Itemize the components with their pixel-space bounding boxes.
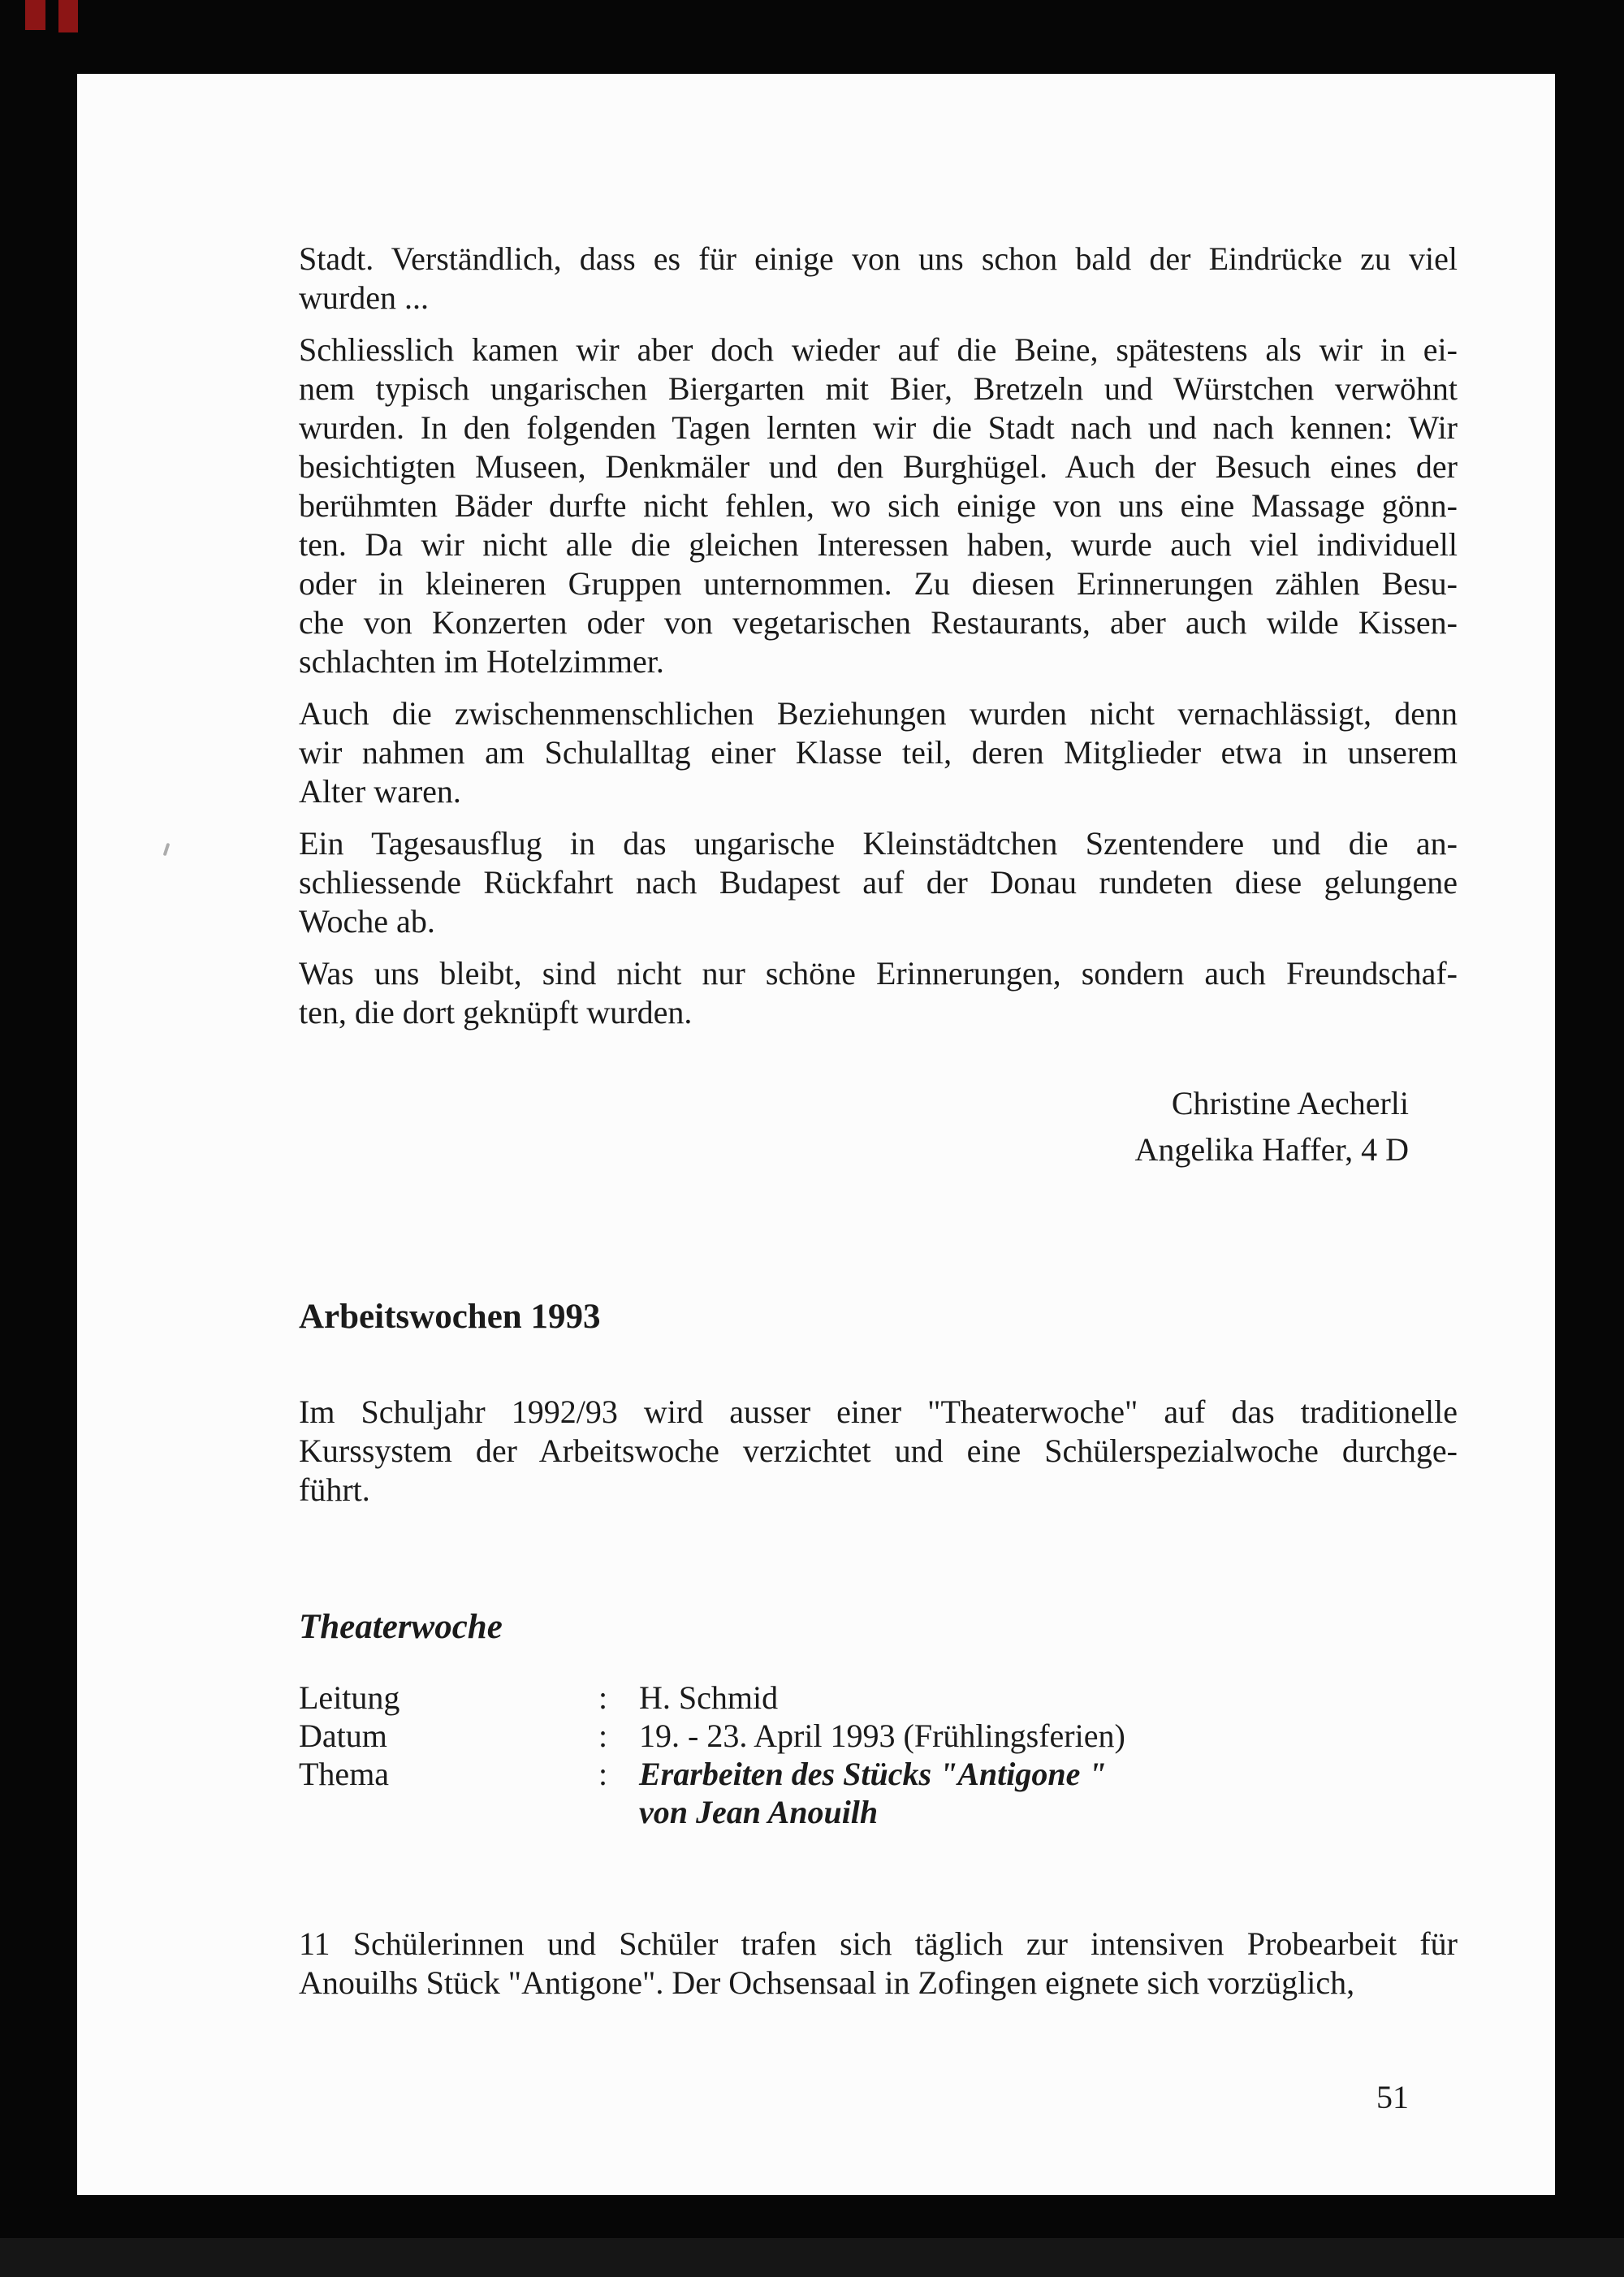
fact-row-thema [299,1755,1458,1793]
red-corner-mark [58,0,78,32]
scanner-bed-band [0,2238,1624,2277]
text-line: ten. Da wir nicht alle die gleichen Interessen haben, wurde auch viel individuell [299,526,1458,563]
text-line: Stadt. Verständlich, dass es für einige von uns schon bald der Eindrücke zu viel [299,240,1458,277]
text-line: wir nahmen am Schulalltag einer Klasse teil, deren Mitglieder etwa in unserem [299,734,1458,771]
fact-colon: : [598,1717,608,1754]
text-line: nem typisch ungarischen Biergarten mit Bier, Bretzeln und Würstchen verwöhnt [299,370,1458,407]
document-page [77,74,1555,2195]
text-line: wurden. In den folgenden Tagen lernten wir die Stadt nach und nach kennen: Wir [299,409,1458,446]
text-line: Was uns bleibt, sind nicht nur schöne Erinnerungen, sondern auch Freundschaf- [299,955,1458,992]
text-line: Auch die zwischenmenschlichen Beziehungen wurden nicht vernachlässigt, denn [299,695,1458,732]
text-line: Angelika Haffer, 4 D [1134,1131,1409,1168]
fact-label: Datum [299,1717,387,1754]
subsection-heading-theaterwoche: Theaterwoche [299,1608,503,1646]
fact-label: Thema [299,1756,390,1792]
text-line: Anouilhs Stück "Antigone". Der Ochsensaal in Zofingen eignete sich vorzüglich, [299,1964,1355,2001]
author-signature [299,1080,1409,1173]
text-line: Im Schuljahr 1992/93 wird ausser einer "Theaterwoche" auf das traditionelle [299,1393,1458,1430]
text-line: Christine Aecherli [1171,1085,1409,1121]
text-line: Woche ab. [299,903,435,940]
fact-row-datum [299,1717,1458,1755]
text-line: Kurssystem der Arbeitswoche verzichtet und eine Schülerspezialwoche durchge- [299,1432,1458,1469]
text-line: oder in kleineren Gruppen unternommen. Zu diesen Erinnerungen zählen Besu- [299,565,1458,602]
fact-colon: : [598,1756,608,1792]
text-line: Alter waren. [299,773,461,810]
fact-label [299,1793,598,1831]
fact-value: Erarbeiten des Stücks "Antigone " [639,1756,1107,1792]
text-line: wurden ... [299,279,429,316]
fact-row-thema-continued [299,1793,1458,1831]
paragraph-beziehungen [299,694,1458,811]
text-line: ten, die dort geknüpft wurden. [299,994,693,1030]
section-heading-arbeitswochen: Arbeitswochen 1993 [299,1298,601,1336]
text-line: besichtigten Museen, Denkmäler und den Burghügel. Auch der Besuch eines der [299,448,1458,485]
text-line: führt. [299,1471,370,1508]
fact-value: von Jean Anouilh [639,1794,879,1830]
fact-table [299,1679,1458,1831]
text-line: Ein Tagesausflug in das ungarische Kleinstädtchen Szentendere und die an- [299,825,1458,862]
text-line: 11 Schülerinnen und Schüler trafen sich täglich zur intensiven Probearbeit für [299,1925,1458,1962]
fact-row-leitung [299,1679,1458,1717]
scan-speck-artifact [163,843,171,856]
red-corner-mark [25,0,45,30]
paragraph-schuljahr-intro [299,1393,1458,1510]
fact-value: 19. - 23. April 1993 (Frühlingsferien) [639,1717,1125,1754]
page-number: 51 [1376,2079,1409,2115]
fact-label: Leitung [299,1679,400,1716]
text-line: Schliesslich kamen wir aber doch wieder auf die Beine, spätestens als wir in ei- [299,331,1458,368]
paragraph-schliesslich [299,331,1458,681]
paragraph-stadt [299,240,1458,318]
text-line: berühmten Bäder durfte nicht fehlen, wo sich einige von uns eine Massage gönn- [299,487,1458,524]
text-line: schlachten im Hotelzimmer. [299,643,664,680]
paragraph-tagesausflug [299,824,1458,941]
fact-value: H. Schmid [639,1679,779,1716]
paragraph-schuelerinnen-closing [299,1925,1458,2003]
fact-colon [598,1793,639,1831]
paragraph-was-uns-bleibt [299,954,1458,1032]
text-line: schliessende Rückfahrt nach Budapest auf der Donau rundeten diese gelungene [299,864,1458,901]
text-line: che von Konzerten oder von vegetarischen Restaurants, aber auch wilde Kissen- [299,604,1458,641]
fact-colon: : [598,1679,608,1716]
